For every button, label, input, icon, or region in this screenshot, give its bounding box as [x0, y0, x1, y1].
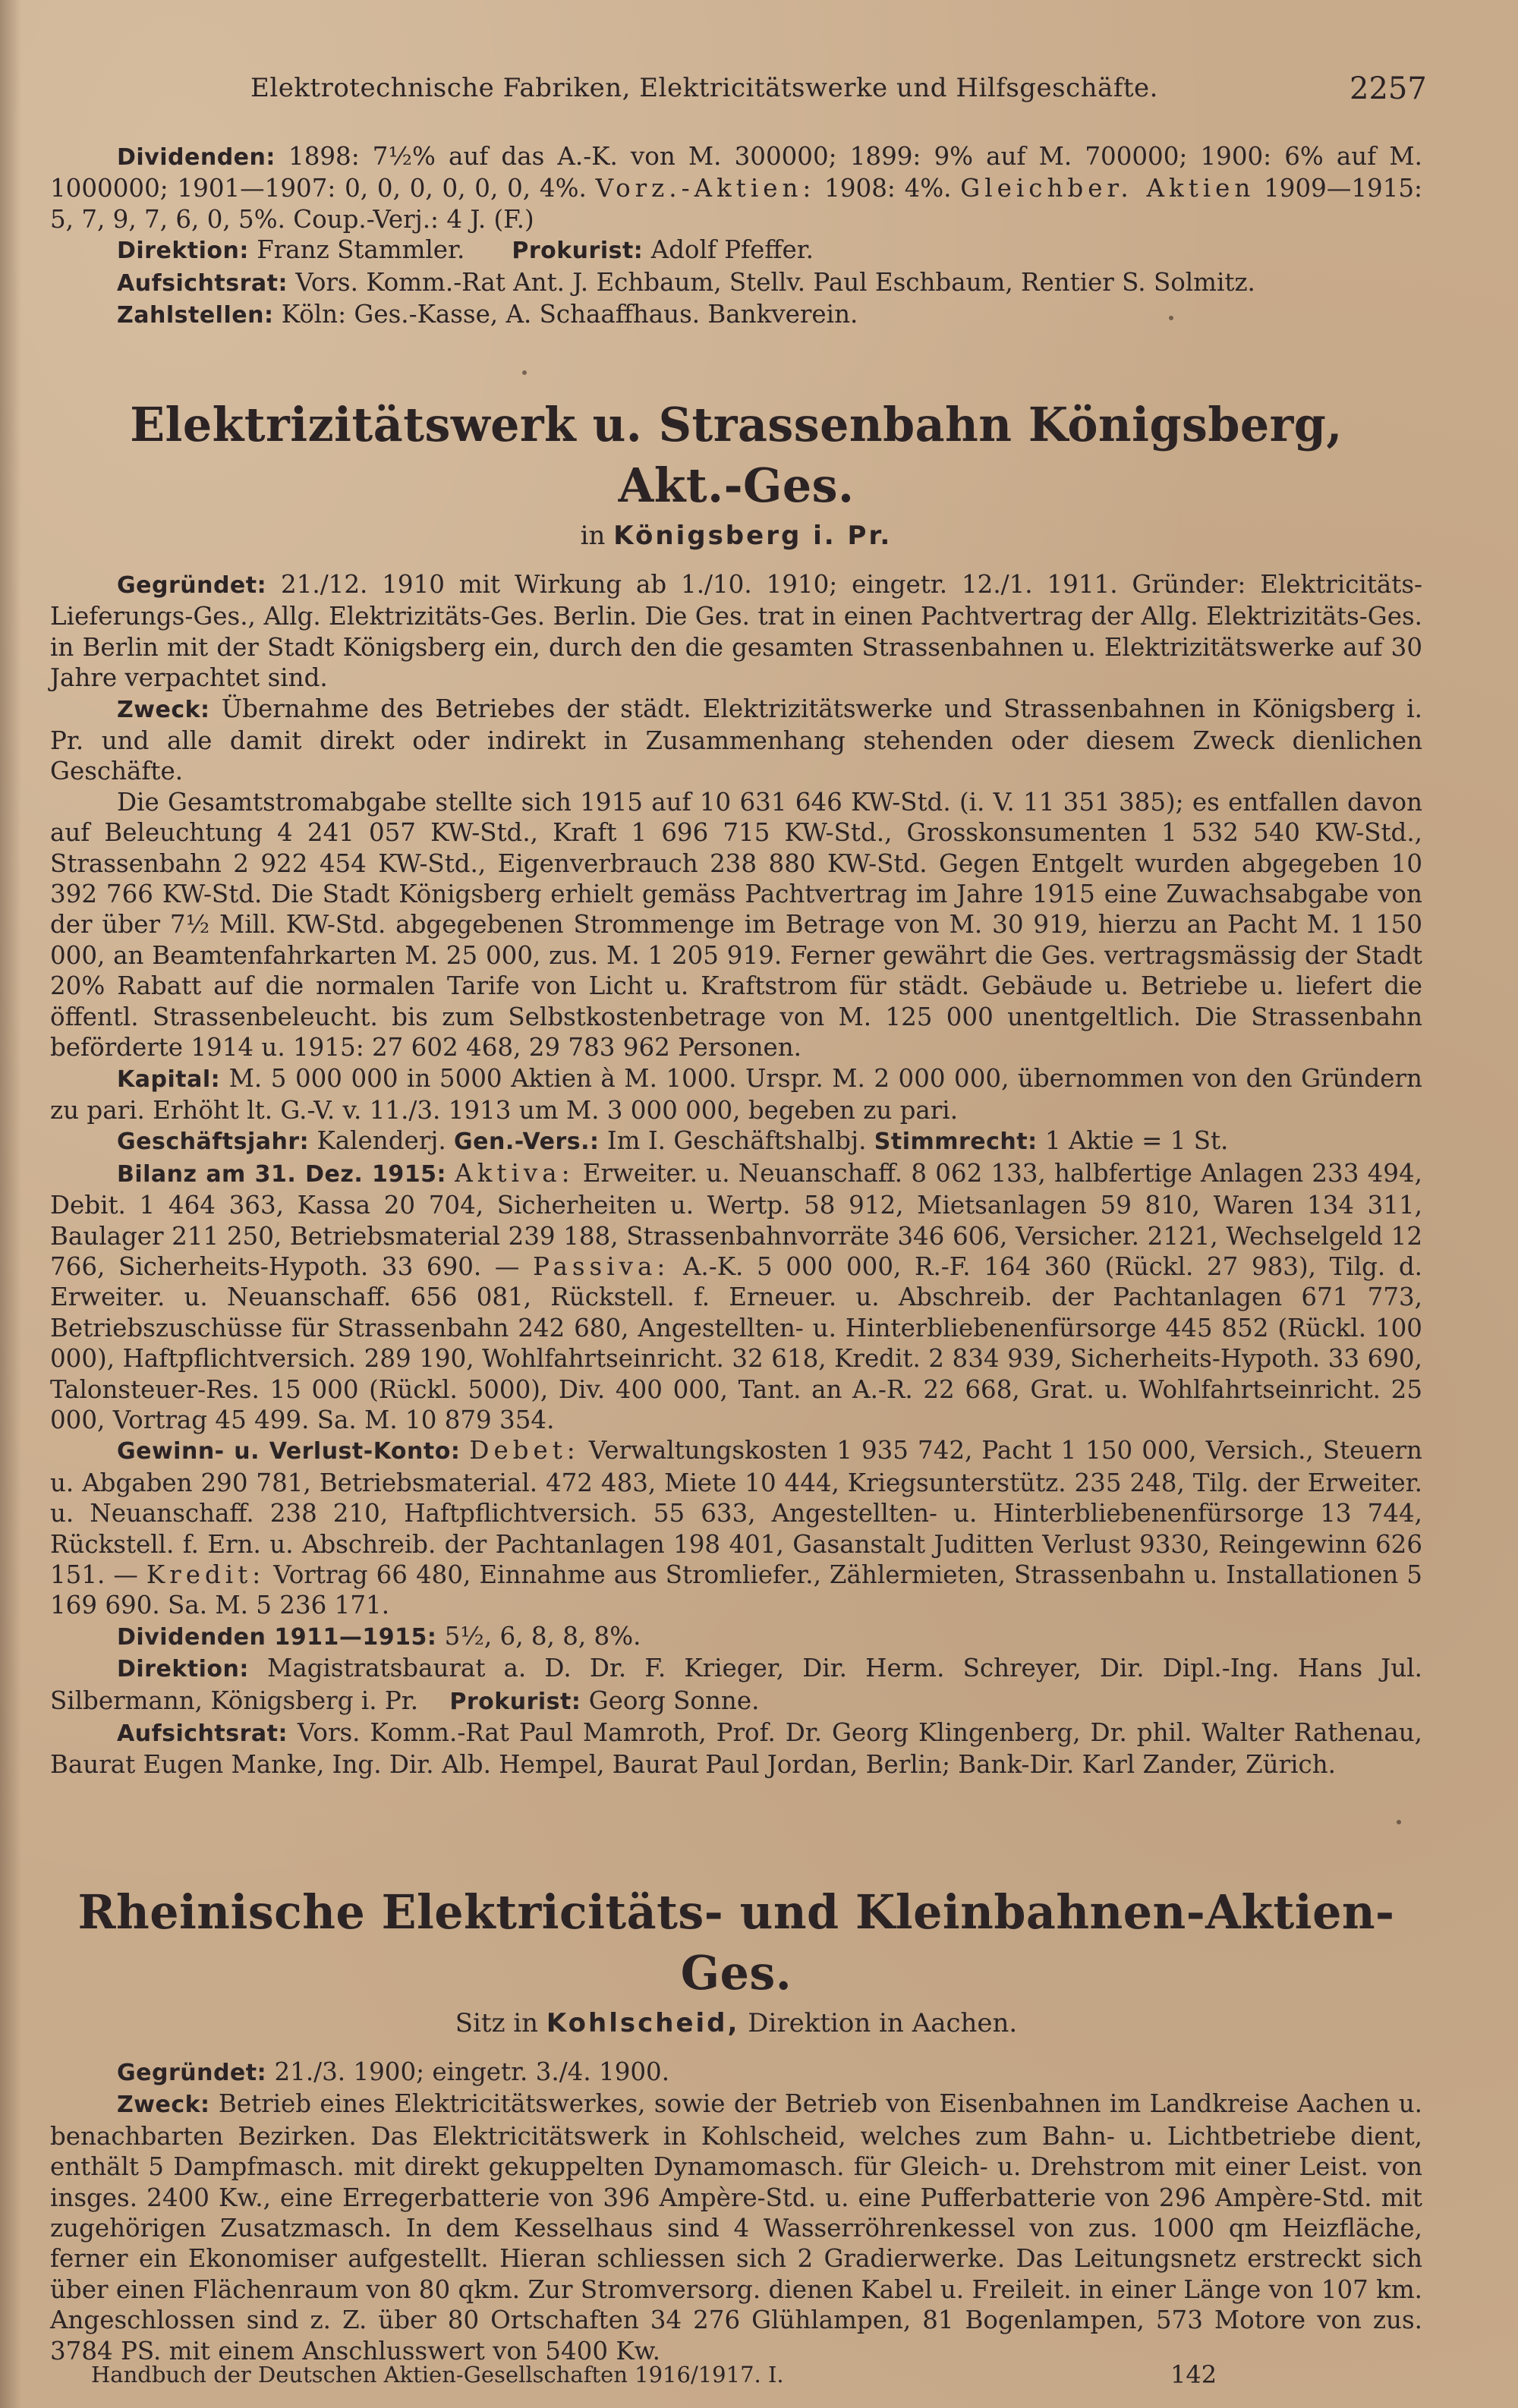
koenigsberg-bilanz [50, 1158, 1422, 1436]
prev-prokurist-label: Prokurist: [512, 238, 644, 265]
page-number: 2257 [1350, 71, 1427, 106]
koenigsberg-dividenden [50, 1621, 1422, 1653]
ink-speck [1397, 1820, 1401, 1824]
prev-direktion-text: Franz Stammler. [257, 235, 465, 265]
genvers-text: Im I. Geschäftshalbj. [606, 1126, 867, 1156]
zweck-text: Betrieb eines Elektricitätswerkes, sowie der Betrieb von Eisenbahnen im Landkreise Aachen u. benachbarten Bezirken. Das Elektricitätswerk in Kohlscheid, welches zum Bahn- u. Lichtbetriebe dient, enthält 5 Dampfmasch. mit direkt gekuppelten Dynamomasch. für Gleich- u. Drehstrom mit einer Leist. von insges. 2400 Kw., eine Erregerbatterie von 396 Ampère-Std. u. eine Pufferbatterie von 296 Ampère-Std. mit zugehörigen Zusatzmasch. In dem Kesselhaus sind 4 Wasserröhrenkessel von zus. 1000 qm Heizfläche, ferner ein Ekonomiser aufgestellt. Hieran schliessen sich 2 Gradierwerke. Das Leitungsnetz erstreckt sich über einen Flächenraum von 80 qkm. Zur Stromversorg. dienen Kabel u. Freileit. in einer Länge von 107 km. Angeschlossen sind z. Z. über 80 Ortschaften 34 276 Glühlampen, 81 Bogenlampen, 573 Motore von zus. 3784 PS. mit einem Anschlusswert von 5400 Kw. [50, 2089, 1422, 2366]
koenigsberg-aufsichtsrat [50, 1717, 1422, 1780]
prev-zahlstellen-text: Köln: Ges.-Kasse, A. Schaaffhaus. Bankverein. [281, 300, 858, 329]
prev-aufsichtsrat-text: Vors. Komm.-Rat Ant. J. Echbaum, Stellv. Paul Eschbaum, Rentier S. Solmitz. [295, 267, 1255, 297]
gegruendet-label: Gegründet: [117, 2060, 267, 2086]
zweck-label: Zweck: [117, 696, 210, 723]
aufsichtsrat-text: Vors. Komm.-Rat Paul Mamroth, Prof. Dr. Georg Klingenberg, Dr. phil. Walter Rathenau, Baurat Eugen Manke, Ing. Dir. Alb. Hempel, Baurat Paul Jordan, Berlin; Bank-Dir. Karl Zander, Zürich. [50, 1718, 1422, 1780]
zweck-label: Zweck: [117, 2092, 210, 2119]
aktiva-label: Aktiva: [455, 1158, 575, 1188]
gegruendet-text: 21./3. 1900; eingetr. 3./4. 1900. [274, 2057, 670, 2086]
prev-gleich-text: 1909—1915: 5, 7, 9, 7, 6, 0, 5%. Coup.-Verj.: 4 J. (F.) [50, 174, 1422, 234]
prev-vorz-label: Vorz.-Aktien: [595, 174, 816, 203]
rheinische-zweck [50, 2089, 1422, 2366]
stimmrecht-text: 1 Aktie = 1 St. [1044, 1126, 1229, 1156]
company-title: Elektrizitätswerk u. Strassenbahn Königsberg, Akt.-Ges. [130, 397, 1343, 513]
company-seat [50, 519, 1422, 552]
prev-direktion-label: Direktion: [117, 238, 249, 265]
footer-sheet-number: 142 [1170, 2360, 1217, 2389]
kapital-label: Kapital: [117, 1066, 221, 1093]
direktion-label: Direktion: [117, 1656, 249, 1683]
koenigsberg-direktion [50, 1653, 1422, 1717]
prev-dividenden-label: Dividenden: [117, 144, 276, 171]
rheinische-gegruendet [50, 2057, 1422, 2089]
gegruendet-text: 21./12. 1910 mit Wirkung ab 1./10. 1910; eingetr. 12./1. 1911. Gründer: Elektricitäts-Lieferungs-Ges., Allg. Elektrizitäts-Ges. Berlin. Die Ges. trat in einen Pachtvertrag der Allg. Elektrizitäts-Ges. in Berlin mit der Stadt Königsberg ein, durch den die gesamten Strassenbahnen u. Elektrizitätswerke auf 30 Jahre verpachtet sind. [50, 570, 1422, 693]
prev-zahlstellen [50, 299, 1422, 331]
gegruendet-label: Gegründet: [117, 572, 267, 599]
koenigsberg-geschaeftsjahr [50, 1125, 1422, 1157]
zweck-text: Übernahme des Betriebes der städt. Elektrizitätswerke und Strassenbahnen in Königsberg i. Pr. und alle damit direkt oder indirekt in Zusammenhang stehenden oder diesem Zweck dienlichen Geschäfte. [50, 694, 1422, 786]
koenigsberg-guv [50, 1435, 1422, 1620]
footer-book-title: Handbuch der Deutschen Aktien-Gesellschaften 1916/1917. I. [91, 2362, 784, 2388]
prev-vorz-text: 1908: 4%. [824, 174, 952, 203]
binding-shadow [0, 0, 21, 2408]
bilanz-label: Bilanz am 31. Dez. 1915: [117, 1160, 447, 1188]
prev-aufsichtsrat-label: Aufsichtsrat: [117, 269, 288, 297]
koenigsberg-zweck [50, 694, 1422, 787]
prokurist-label: Prokurist: [449, 1688, 581, 1715]
seat-city: Königsberg i. Pr. [613, 521, 893, 551]
dividenden-label: Dividenden 1911—1915: [117, 1623, 437, 1651]
passiva-text: A.-K. 5 000 000, R.-F. 164 360 (Rückl. 27 983), Tilg. d. Erweiter. u. Neuanschaff. 656 081, Rückstell. f. Erneuer. u. Abschreib. der Pachtanlagen 671 773, Betriebszuschüsse für Strassenbahn 242 680, Angestellten- u. Hinterbliebenenfürsorge 445 852 (Rückl. 100 000), Haftpflichtversich. 289 190, Wohlfahrtseinricht. 32 618, Kredit. 2 834 939, Sicherheits-Hypoth. 33 690, Talonsteuer-Res. 15 000 (Rückl. 5000), Div. 400 000, Tant. an A.-R. 22 668, Grat. u. Wohlfahrtseinricht. 25 000, Vortrag 45 499. Sa. M. 10 879 354. [50, 1251, 1422, 1434]
prev-zahlstellen-label: Zahlstellen: [117, 302, 274, 329]
seat-prefix: in [580, 521, 606, 551]
koenigsberg-kapital [50, 1063, 1422, 1126]
running-head: Elektrotechnische Fabriken, Elektricitätswerke und Hilfsgeschäfte. [250, 73, 1158, 103]
rheinische-entry [50, 1882, 1422, 2366]
prev-gleich-label: Gleichber. Aktien [960, 174, 1255, 203]
prev-prokurist-text: Adolf Pfeffer. [650, 235, 814, 265]
aufsichtsrat-label: Aufsichtsrat: [117, 1720, 288, 1748]
seat-suffix: Direktion in Aachen. [748, 2008, 1018, 2038]
prev-aufsichtsrat [50, 267, 1422, 299]
seat-prefix: Sitz in [455, 2008, 539, 2038]
prev-direktion [50, 235, 1422, 266]
ink-speck [522, 370, 527, 375]
kredit-label: Kredit: [146, 1560, 266, 1589]
passiva-label: Passiva: [533, 1251, 670, 1281]
kredit-text: Vortrag 66 480, Einnahme aus Stromliefer., Zählermieten, Strassenbahn u. Installationen 5 169 690. Sa. M. 5 236 171. [50, 1560, 1422, 1620]
koenigsberg-stromabgabe: Die Gesamtstromabgabe stellte sich 1915 auf 10 631 646 KW-Std. (i. V. 11 351 385); es entfallen davon auf Beleuchtung 4 241 057 KW-Std., Kraft 1 696 715 KW-Std., Grosskonsumenten 1 532 540 KW-Std., Strassenbahn 2 922 454 KW-Std., Eigenverbrauch 238 880 KW-Std. Gegen Entgelt wurden abgegeben 10 392 766 KW-Std. Die Stadt Königsberg erhielt gemäss Pachtvertrag im Jahre 1915 eine Zuwachsabgabe von der über 7½ Mill. KW-Std. abgegebenen Strommenge im Betrage von M. 30 919, hierzu an Pacht M. 1 150 000, an Beamtenfahrkarten M. 25 000, zus. M. 1 205 919. Ferner gewährt die Ges. vertragsmässig der Stadt 20% Rabatt auf die normalen Tarife von Licht u. Kraftstrom für städt. Gebäude u. Betriebe u. liefert die öffentl. Strassenbeleucht. bis zum Selbstkostenbetrage von M. 125 000 unentgeltlich. Die Strassenbahn beförderte 1914 u. 1915: 27 602 468, 29 783 962 Personen. [50, 787, 1422, 1062]
dividenden-text: 5½, 6, 8, 8, 8%. [444, 1621, 641, 1651]
geschaeftsjahr-text: Kalenderj. [317, 1126, 446, 1156]
debet-text: Verwaltungskosten 1 935 742, Pacht 1 150 000, Versich., Steuern u. Abgaben 290 781, Betriebsmaterial. 472 483, Miete 10 444, Kriegsunterstütz. 235 248, Tilg. der Erweiter. u. Neuanschaff. 238 210, Haftpflichtversich. 55 633, Angestellten- u. Hinterbliebenenfürsorge 13 744, Rückstell. f. Ern. u. Abschreib. der Pachtanlagen 198 401, Gasanstalt Juditten Verlust 9330, Reingewinn 626 151. — [50, 1436, 1422, 1589]
prokurist-text: Georg Sonne. [588, 1686, 760, 1715]
kapital-text: M. 5 000 000 in 5000 Aktien à M. 1000. Urspr. M. 2 000 000, übernommen von den Gründern zu pari. Erhöht lt. G.-V. v. 11./3. 1913 um M. 3 000 000, begeben zu pari. [50, 1063, 1422, 1125]
genvers-label: Gen.-Vers.: [454, 1128, 600, 1156]
company-seat [50, 2007, 1422, 2040]
prev-dividenden [50, 141, 1422, 235]
previous-entry [50, 141, 1422, 331]
koenigsberg-gegruendet [50, 569, 1422, 694]
stimmrecht-label: Stimmrecht: [874, 1128, 1038, 1156]
guv-label: Gewinn- u. Verlust-Konto: [117, 1438, 461, 1465]
company-title: Rheinische Elektricitäts- und Kleinbahnen-Aktien-Ges. [77, 1884, 1395, 2000]
aktiva-text: Erweiter. u. Neuanschaff. 8 062 133, halbfertige Anlagen 233 494, Debit. 1 464 363, Kassa 20 704, Sicherheiten u. Wertp. 58 912, Mietsanlagen 59 810, Waren 134 311, Baulager 211 250, Betriebsmaterial 239 188, Strassenbahnvorräte 346 606, Versicher. 2121, Wechselgeld 12 766, Sicherheits-Hypoth. 33 690. — [50, 1158, 1422, 1281]
prev-dividenden-text: 1898: 7½% auf das A.-K. von M. 300000; 1899: 9% auf M. 700000; 1900: 6% auf M. 1000000; 1901—1907: 0, 0, 0, 0, 0, 0, 4%. [50, 142, 1422, 203]
geschaeftsjahr-label: Geschäftsjahr: [117, 1128, 310, 1156]
direktion-text: Magistratsbaurat a. D. Dr. F. Krieger, Dir. Herm. Schreyer, Dir. Dipl.-Ing. Hans Jul. Silbermann, Königsberg i. Pr. [50, 1654, 1422, 1715]
koenigsberg-entry [50, 395, 1422, 1780]
seat-city: Kohlscheid, [546, 2008, 740, 2038]
debet-label: Debet: [469, 1436, 580, 1465]
